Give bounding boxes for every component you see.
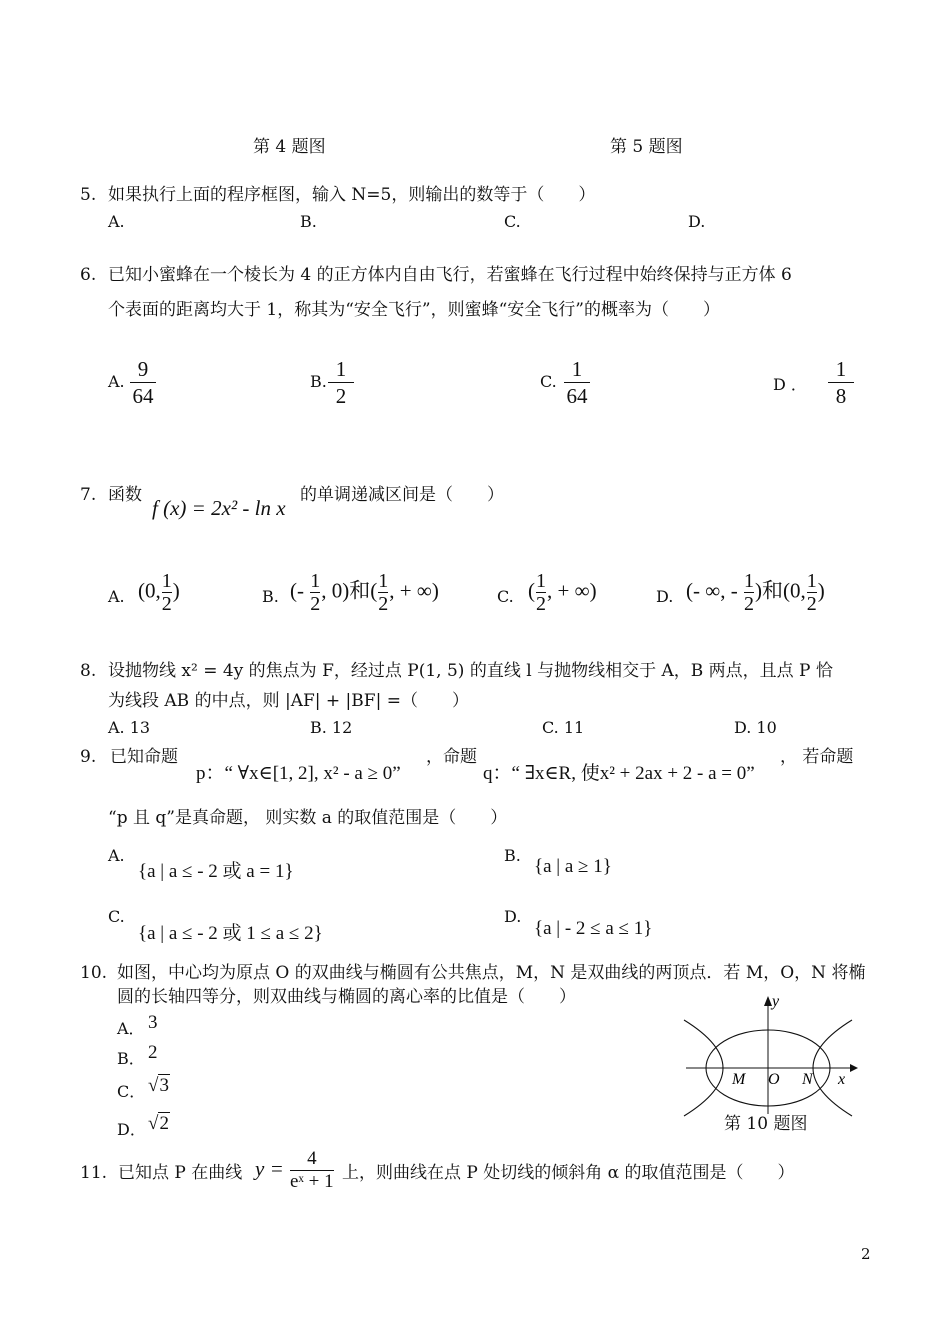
lhs: y = (255, 1156, 284, 1181)
q6-option-b-label: B. (310, 372, 327, 391)
q11-number: 11. (80, 1163, 108, 1183)
sqrt-symbol: √ (148, 1113, 159, 1134)
q8-number: 8. (80, 661, 97, 681)
q11-stem-post: 上，则曲线在点 P 处切线的倾斜角 α 的取值范围是（ ） (342, 1163, 795, 1183)
denominator: eˣ + 1 (290, 1171, 334, 1192)
point-n-label: N (802, 1071, 813, 1088)
q7-number: 7. (80, 485, 97, 505)
q9-option-d-set: {a | - 2 ≤ a ≤ 1} (534, 918, 653, 939)
q9-option-b-set: {a | a ≥ 1} (534, 856, 612, 877)
q6-option-a-label: A. (108, 372, 125, 391)
q10-stem-line1: 如图，中心均为原点 O 的双曲线与椭圆有公共焦点，M，N 是双曲线的两顶点．若 M，O，N 将椭 (117, 963, 866, 983)
q7-formula: f (x) = 2x² - ln x (152, 496, 286, 520)
radicand: 2 (159, 1113, 169, 1134)
x-axis-arrow-icon (850, 1064, 858, 1072)
q9-proposition-p: p：“ ∀x∈[1, 2], x² - a ≥ 0” (196, 763, 401, 784)
q6-option-d-label: D ． (773, 375, 807, 394)
sqrt-symbol: √ (148, 1075, 159, 1096)
numerator: 4 (307, 1148, 317, 1169)
denominator: 64 (132, 384, 154, 408)
q7-option-d-label: D. (656, 587, 674, 606)
numerator: 1 (335, 357, 347, 381)
q7-stem-post: 的单调递减区间是（ ） (300, 485, 504, 505)
q10-option-a-label: A． (117, 1019, 145, 1038)
q10-number: 10. (80, 963, 108, 983)
q5-number: 5. (80, 185, 97, 205)
origin-o-label: O (768, 1071, 780, 1088)
q8-stem-line1: 设抛物线 x² = 4y 的焦点为 F，经过点 P(1, 5) 的直线 l 与抛物线相交于 A，B 两点，且点 P 恰 (108, 661, 833, 681)
y-axis-arrow-icon (764, 996, 772, 1006)
point-m-label: M (732, 1071, 746, 1088)
q6-stem-line2: 个表面的距离均大于 1，称其为“安全飞行”，则蜜蜂“安全飞行”的概率为（ ） (108, 300, 720, 320)
q6-option-a-fraction (128, 357, 158, 408)
denominator: 8 (835, 384, 847, 408)
q9-proposition-q: q：“ ∃x∈R, 使x² + 2ax + 2 - a = 0” (483, 763, 755, 784)
q6-option-d-fraction (826, 357, 856, 408)
q7-option-b-label: B. (262, 587, 279, 606)
q7-option-d-interval: (- ∞, - $\frac{1}{2}$ )和(0, $\frac{1}{2}$ ) (686, 570, 825, 615)
q10-option-d-value (148, 1113, 170, 1135)
q10-option-b-value: 2 (148, 1042, 158, 1063)
q9-option-c-label: C. (108, 907, 125, 926)
q9-option-a-label: A. (108, 846, 125, 865)
q10-option-b-label: B． (117, 1049, 145, 1068)
q9-stem-pre: 已知命题 (110, 747, 178, 767)
q10-stem-line2: 圆的长轴四等分，则双曲线与椭圆的离心率的比值是（ ） (117, 987, 576, 1007)
q10-option-c-value (148, 1075, 170, 1097)
q6-option-c-label: C. (540, 372, 557, 391)
q7-option-c-label: C. (497, 587, 514, 606)
q10-ellipse-hyperbola-figure (680, 994, 860, 1118)
numerator: 1 (835, 357, 847, 381)
q8-option-c: C. 11 (542, 718, 585, 737)
q5-option-a: A. (108, 212, 125, 231)
q6-option-c-fraction (562, 357, 592, 408)
q10-option-c-label: C． (117, 1082, 146, 1101)
y-axis-label: y (772, 994, 780, 1010)
q8-option-a: A. 13 (108, 718, 151, 737)
q5-stem: 如果执行上面的程序框图，输入 N=5，则输出的数等于（ ） (108, 185, 596, 205)
q10-figure-caption: 第 10 题图 (724, 1114, 808, 1134)
q8-option-b: B. 12 (310, 718, 353, 737)
q9-stem-post: ， 若命题 (780, 747, 854, 767)
q7-option-a-interval: (0, $\frac{1}{2}$ ) (138, 570, 180, 615)
q7-option-c-interval: ( $\frac{1}{2}$ , + ∞) (528, 570, 597, 615)
q5-option-d: D. (688, 212, 706, 231)
q10-option-d-label: D． (117, 1120, 146, 1139)
q9-option-b-label: B. (504, 846, 521, 865)
q6-option-b-fraction (326, 357, 356, 408)
q6-stem-line1: 已知小蜜蜂在一个棱长为 4 的正方体内自由飞行，若蜜蜂在飞行过程中始终保持与正方体 6 (108, 265, 792, 285)
radicand: 3 (159, 1075, 169, 1096)
q9-option-d-label: D. (504, 907, 522, 926)
numerator: 9 (137, 357, 149, 381)
q6-number: 6. (80, 265, 97, 285)
q5-option-c: C. (504, 212, 521, 231)
denominator: 2 (335, 384, 347, 408)
q7-option-b-interval: (- $\frac{1}{2}$ , 0)和( $\frac{1}{2}$ , + ∞) (290, 570, 439, 615)
q9-option-c-set: {a | a ≤ - 2 或 1 ≤ a ≤ 2} (138, 923, 323, 944)
q9-stem-mid: ，命题 (426, 747, 477, 767)
q9-number: 9. (80, 747, 97, 767)
q8-option-d: D. 10 (734, 718, 777, 737)
q9-stem-line2: “p 且 q”是真命题， 则实数 a 的取值范围是（ ） (108, 808, 508, 828)
denominator: 64 (566, 384, 588, 408)
q7-stem-pre: 函数 (108, 485, 142, 505)
x-axis-label: x (838, 1071, 846, 1088)
page-number: 2 (861, 1245, 871, 1263)
q8-stem-line2: 为线段 AB 的中点，则 |AF| + |BF| =（ ） (108, 691, 469, 711)
q9-option-a-set: {a | a ≤ - 2 或 a = 1} (138, 861, 294, 882)
numerator: 1 (571, 357, 583, 381)
q7-option-a-label: A. (108, 587, 125, 606)
q5-option-b: B. (300, 212, 317, 231)
figure-4-caption: 第 4 题图 (253, 137, 326, 157)
q11-curve-formula (255, 1148, 335, 1193)
figure-5-caption: 第 5 题图 (610, 137, 683, 157)
q10-option-a-value: 3 (148, 1012, 158, 1033)
q11-stem-pre: 已知点 P 在曲线 (118, 1163, 243, 1183)
